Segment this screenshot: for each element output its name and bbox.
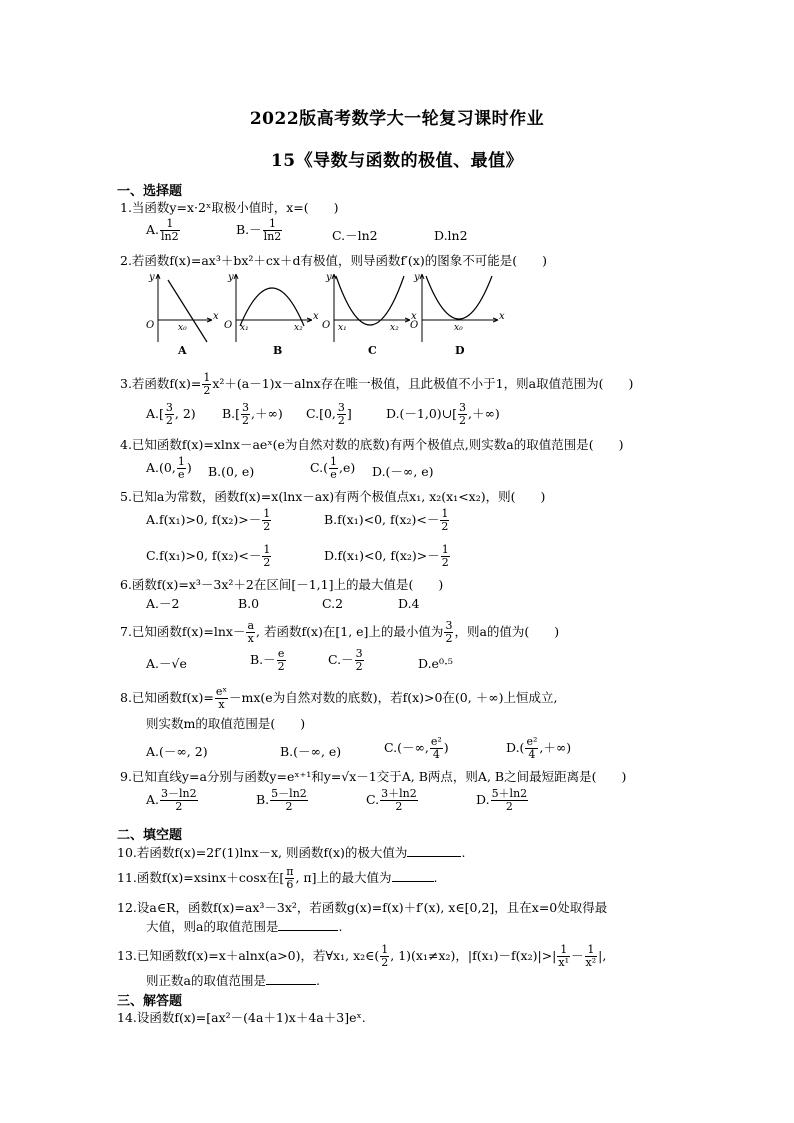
graph-c-label: C (368, 344, 377, 357)
q9-option-c: C. $\frac{3+\ln 2}{2}$ (366, 787, 417, 813)
graph-d-x-label: x (499, 311, 505, 322)
q5-option-a: A.f(x₁)>0, f(x₂)>－ $\frac{1}{2}$ (146, 507, 271, 533)
q6-option-b: B.0 (238, 596, 260, 611)
graph-b-origin: O (224, 320, 233, 331)
q8-option-d: D.( $\frac{\text{e²}}{4}$ ,＋∞) (506, 735, 572, 761)
graph-b-x-label: x (313, 311, 319, 322)
q5-stem: 5.已知a为常数，函数f(x)=x(lnx－ax)有两个极值点x₁, x₂(x₁<x₂)，则( ) (120, 489, 546, 504)
graph-b-y-label: y (228, 272, 234, 283)
q13-stem: 13.已知函数f(x)=x＋alnx(a>0)，若∀x₁, x₂∈( $\frac{1}{2}$ , 1)(x₁≠x₂)，|f(x₁)－f(x₂)|>| $\frac{1}{\text{x¹}}$ － $\frac{1}{\text{x²}}$ |, (117, 943, 607, 969)
q4-option-b: B.(0, e) (208, 464, 255, 479)
q7-option-d: D.e⁰·⁵ (418, 656, 453, 671)
q3-stem: 3.若函数f(x)= $\frac{1}{2}$ x²＋(a－1)x－alnx存在唯一极值，且此极值不小于1，则a取值范围为( ) (120, 371, 634, 397)
q6-option-a: A.－2 (146, 596, 180, 611)
graph-b-x2: x₂ (294, 323, 303, 333)
q8-option-b: B.(－∞, e) (280, 744, 342, 759)
q1-stem: 1.当函数y=x·2ˣ取极小值时，x=( ) (120, 200, 339, 215)
q3-option-b: B.[ $\frac{3}{2}$ ,＋∞) (222, 401, 283, 427)
q8-stem: 8.已知函数f(x)= $\frac{\text{eˣ}}{x}$ －mx(e为自然对数的底数)，若f(x)>0在(0, ＋∞)上恒成立, (120, 685, 558, 711)
graph-a-x0: x₀ (178, 323, 187, 333)
graph-b (224, 272, 319, 357)
graph-c-x2: x₂ (390, 323, 399, 333)
q8-option-a: A.(－∞, 2) (146, 744, 208, 759)
graph-d-label: D (455, 344, 465, 357)
q9-option-a: A. $\frac{3-\ln 2}{2}$ (146, 787, 197, 813)
graph-c-x-label: x (411, 311, 417, 322)
q12-blank (278, 918, 338, 931)
q3-option-d: D.(－1,0)∪[ $\frac{3}{2}$ ,＋∞) (386, 401, 500, 427)
section-fill: 二、填空题 (117, 828, 183, 843)
section-answer: 三、解答题 (117, 994, 183, 1009)
graph-a-y-label: y (149, 272, 155, 283)
q3-option-c: C.[0, $\frac{3}{2}$ ] (306, 401, 352, 427)
q1-option-d: D.ln2 (434, 228, 468, 243)
q10-blank (407, 844, 461, 857)
q12-stem: 12.设a∈R，函数f(x)=ax³－3x²，若函数g(x)=f(x)＋f′(x), x∈[0,2]，且在x=0处取得最 (117, 900, 608, 915)
q3-option-a: A.[ $\frac{3}{2}$ , 2) (146, 401, 196, 427)
page-subtitle: 15《导数与函数的极值、最值》 (270, 151, 524, 171)
q11-blank (392, 869, 434, 882)
q1-option-c: C.－ln2 (332, 228, 378, 243)
q7-option-a: A.－√e (146, 656, 187, 671)
q4-option-d: D.(－∞, e) (372, 464, 434, 479)
graph-d (410, 272, 505, 357)
q12-stem-cont: 大值，则a的取值范围是 . (146, 919, 343, 934)
graph-d-y-label: y (414, 272, 420, 283)
graph-d-origin: O (410, 320, 419, 331)
q9-stem: 9.已知直线y=a分别与函数y=eˣ⁺¹和y=√x－1交于A, B两点，则A, B之间最短距离是( ) (120, 769, 627, 784)
q11-stem: 11.函数f(x)=xsinx＋cosx在[ $\frac{\pi}{6}$ , π]上的最大值为 . (117, 865, 438, 891)
q5-option-b: B.f(x₁)<0, f(x₂)<－ $\frac{1}{2}$ (324, 507, 449, 533)
q2-stem: 2.若函数f(x)=ax³＋bx²＋cx＋d有极值，则导函数f′(x)的图象不可能是( ) (120, 253, 547, 268)
graph-a-origin: O (146, 320, 155, 331)
graph-c-origin: O (322, 320, 331, 331)
q7-option-b: B.－ $\frac{e}{2}$ (250, 647, 285, 673)
page-title: 2022版高考数学大一轮复习课时作业 (249, 109, 545, 129)
q6-stem: 6.函数f(x)=x³－3x²＋2在区间[－1,1]上的最大值是( ) (120, 577, 444, 592)
q1-option-a: A. $\frac{1}{\ln 2}$ (146, 217, 179, 243)
q4-option-a: A.(0, $\frac{1}{e}$ ) (146, 455, 192, 481)
q1-option-b: B.－ $\frac{1}{\ln 2}$ (236, 217, 282, 243)
graph-c-x1: x₁ (338, 323, 347, 333)
graph-c (322, 272, 417, 357)
q5-option-d: D.f(x₁)<0, f(x₂)>－ $\frac{1}{2}$ (324, 543, 449, 569)
section-choice: 一、选择题 (117, 184, 183, 199)
q9-option-b: B. $\frac{5-\ln 2}{2}$ (256, 787, 307, 813)
q7-option-c: C.－ $\frac{3}{2}$ (328, 647, 363, 673)
q8-option-c: C.(－∞, $\frac{\text{e²}}{4}$ ) (384, 735, 449, 761)
q8-stem-cont: 则实数m的取值范围是( ) (146, 716, 306, 731)
q6-option-d: D.4 (398, 596, 420, 611)
q13-stem-cont: 则正数a的取值范围是 . (146, 973, 320, 988)
graph-a-x-label: x (213, 311, 219, 322)
q6-option-c: C.2 (322, 596, 344, 611)
q7-stem: 7.已知函数f(x)=lnx－ $\frac{a}{x}$ , 若函数f(x)在[1, e]上的最小值为 $\frac{3}{2}$ ，则a的值为( ) (120, 619, 560, 645)
graph-b-label: B (273, 344, 283, 357)
graph-b-x1: x₁ (240, 323, 249, 333)
q2-graphs (140, 270, 510, 360)
q9-option-d: D. $\frac{5+\ln 2}{2}$ (476, 787, 528, 813)
q13-blank (266, 972, 316, 985)
graph-d-x0: x₀ (454, 323, 463, 333)
graph-a-label: A (178, 344, 187, 357)
q5-option-c: C.f(x₁)>0, f(x₂)<－ $\frac{1}{2}$ (146, 543, 271, 569)
q4-option-c: C.( $\frac{1}{e}$ ,e) (310, 455, 356, 481)
graph-c-y-label: y (326, 272, 332, 283)
graph-a (146, 272, 219, 357)
q4-stem: 4.已知函数f(x)=xlnx－aeˣ(e为自然对数的底数)有两个极值点,则实数a的取值范围是( ) (120, 437, 624, 452)
q14-stem: 14.设函数f(x)=[ax²－(4a＋1)x＋4a＋3]eˣ. (117, 1010, 366, 1025)
q10-stem: 10.若函数f(x)=2f′(1)lnx－x, 则函数f(x)的极大值为 . (117, 845, 466, 860)
